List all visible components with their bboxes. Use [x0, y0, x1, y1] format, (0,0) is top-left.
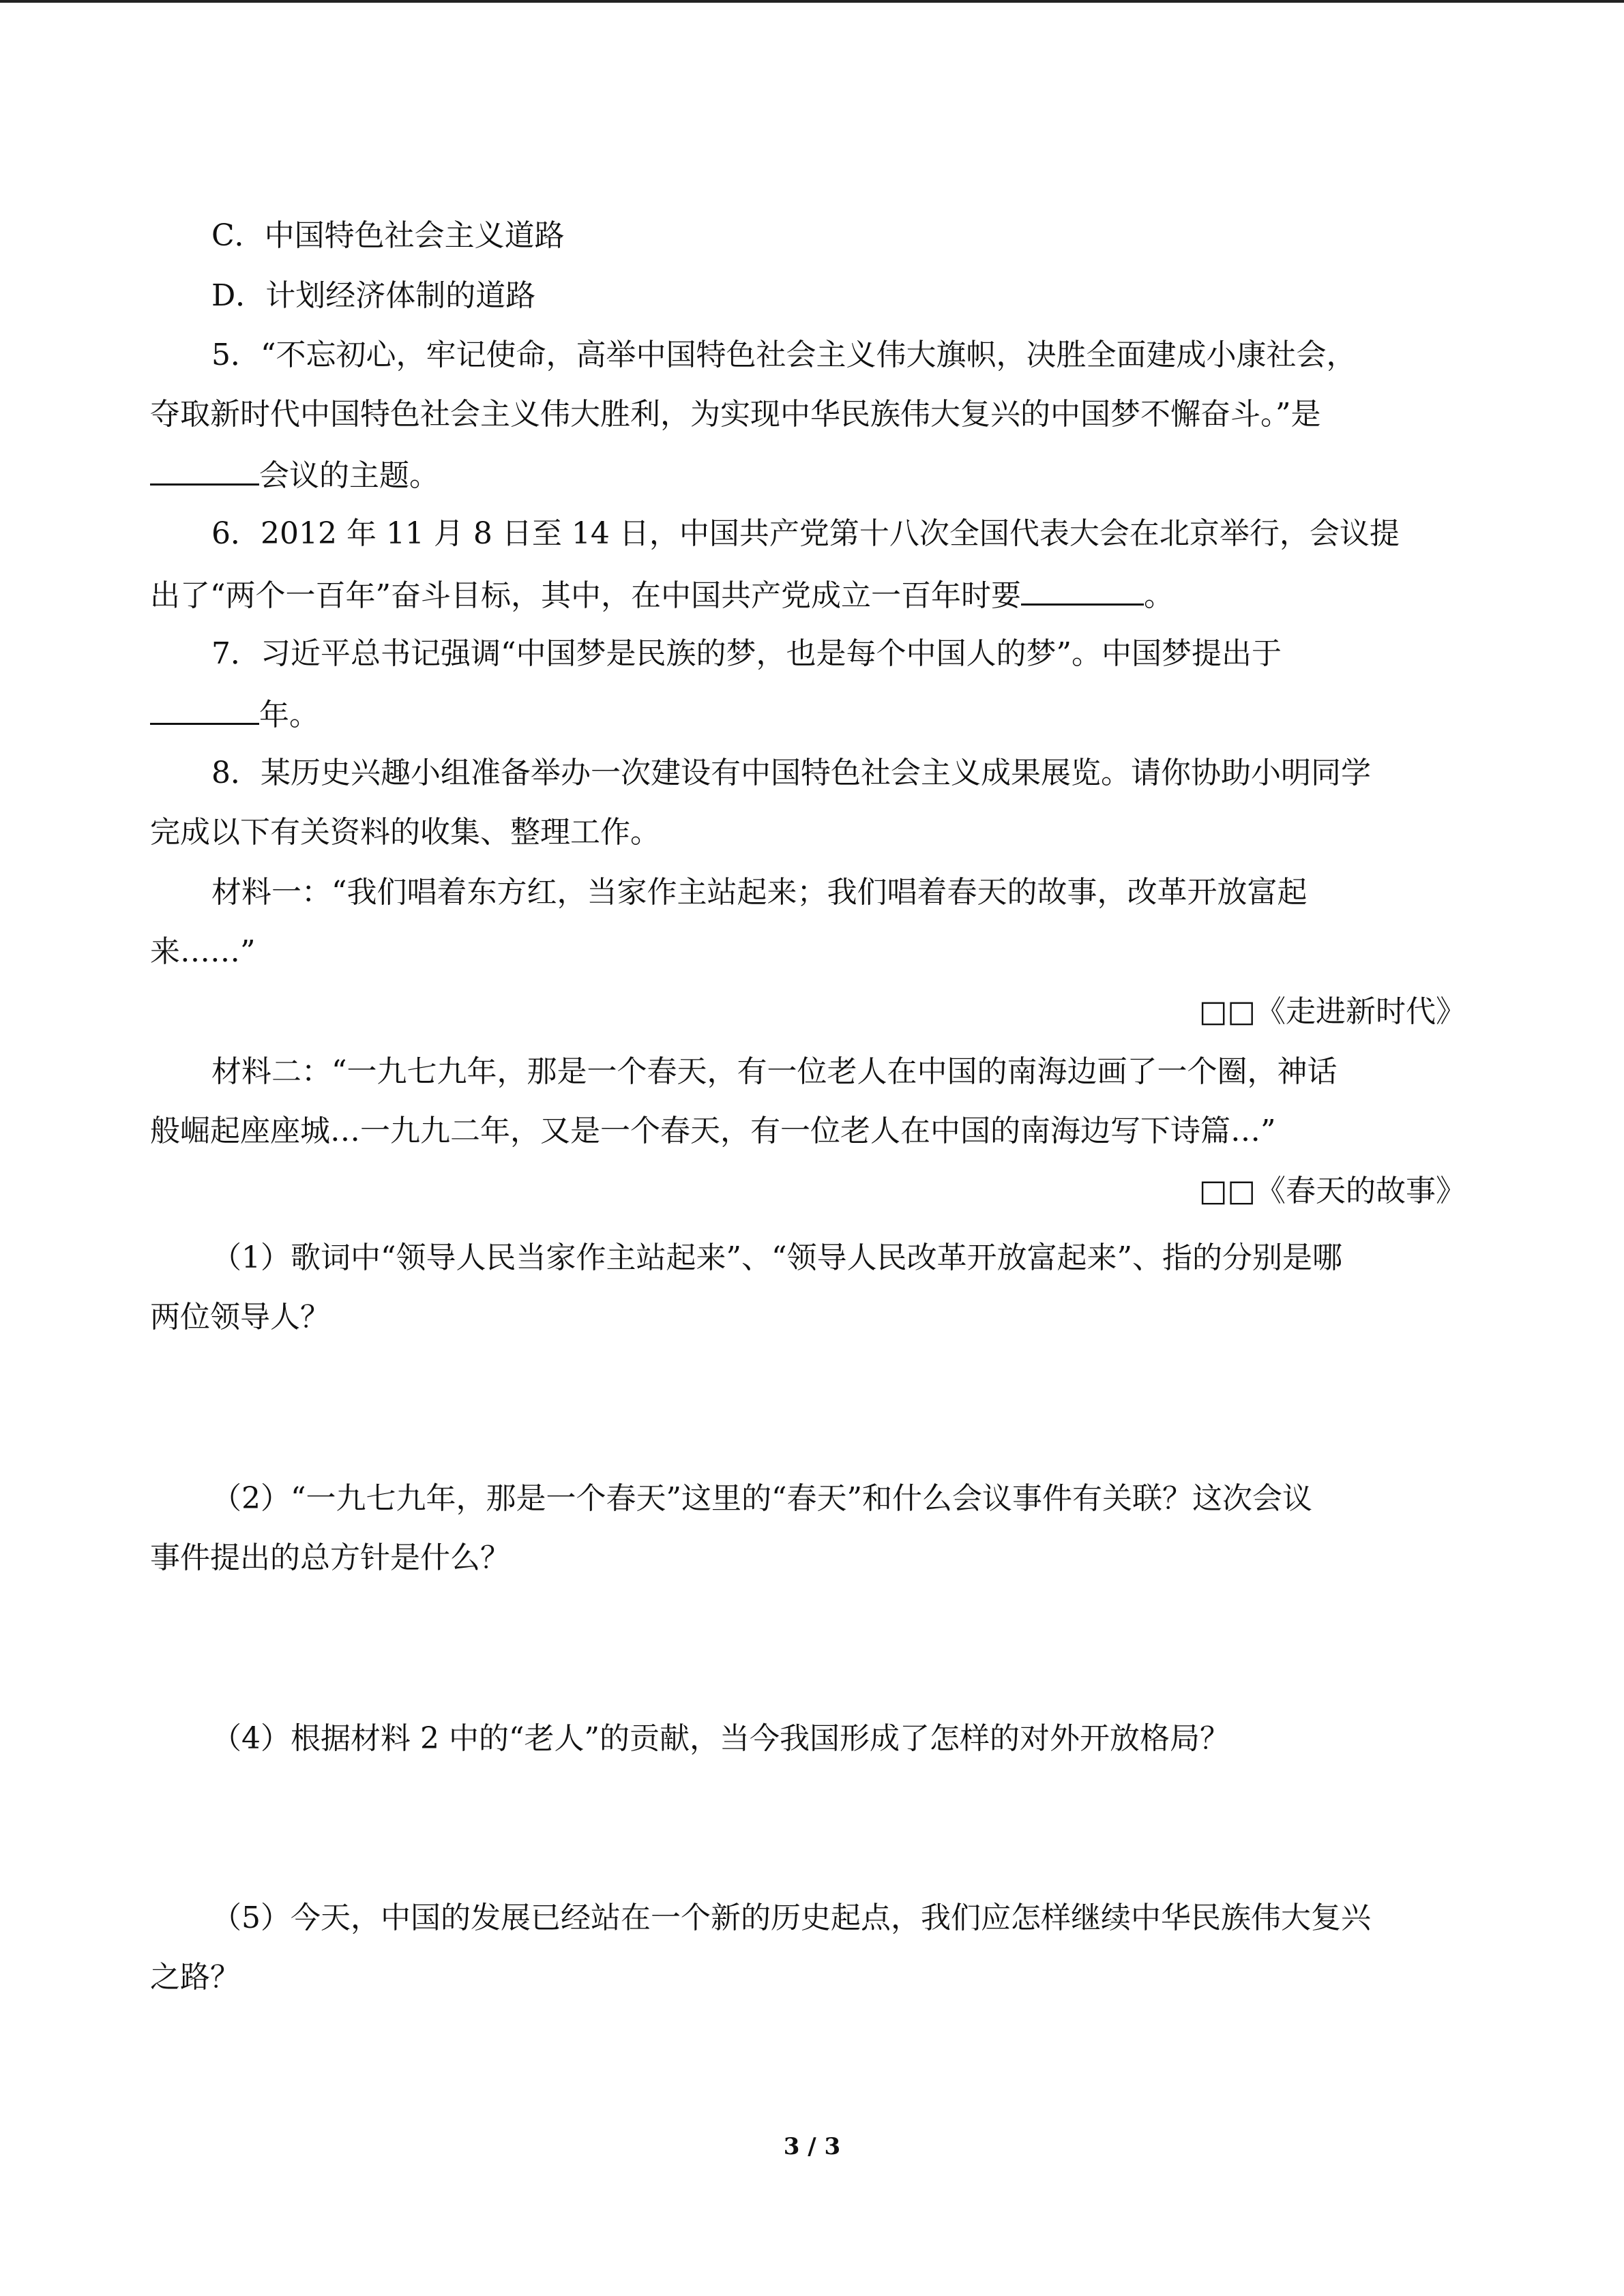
- question-7-line-2: [150, 693, 319, 736]
- sub-question-5-line-1: （5）今天，中国的发展已经站在一个新的历史起点，我们应怎样继续中华民族伟大复兴: [211, 1900, 1371, 1935]
- sub-question-4-line-1: （4）根据材料 2 中的“老人”的贡献，当今我国形成了怎样的对外开放格局？: [211, 1721, 1230, 1756]
- sub-question-2-line-2: 事件提出的总方针是什么？: [150, 1540, 510, 1575]
- answer-blank-q7[interactable]: [150, 693, 259, 725]
- question-6-line-1: 6．2012 年 11 月 8 日至 14 日，中国共产党第十八次全国代表大会在北京举行，会议提: [211, 516, 1400, 551]
- material-2-line-1: 材料二：“一九七九年，那是一个春天，有一位老人在中国的南海边画了一个圈，神话: [211, 1054, 1338, 1089]
- material-2-source: □□《春天的故事》: [1198, 1174, 1466, 1208]
- material-1-source: □□《走进新时代》: [1198, 994, 1466, 1029]
- sub-question-5-line-2: 之路？: [150, 1960, 240, 1995]
- sub-question-2-line-1: （2）“一九七九年，那是一个春天”这里的“春天”和什么会议事件有关联？这次会议: [211, 1481, 1312, 1516]
- option-d: D．计划经济体制的道路: [211, 278, 536, 313]
- question-6-line-2: [150, 573, 1174, 616]
- question-6-line-2-end: 。: [1144, 578, 1174, 613]
- question-5-line-3-text: 会议的主题。: [259, 458, 439, 493]
- material-1-line-1: 材料一：“我们唱着东方红，当家作主站起来；我们唱着春天的故事，改革开放富起: [211, 875, 1308, 910]
- question-5-line-3: [150, 453, 439, 496]
- sub-question-1-line-1: （1）歌词中“领导人民当家作主站起来”、“领导人民改革开放富起来”、指的分别是哪: [211, 1240, 1342, 1275]
- question-8-line-1: 8．某历史兴趣小组准备举办一次建设有中国特色社会主义成果展览。请你协助小明同学: [211, 756, 1371, 790]
- material-1-line-2: 来……”: [150, 934, 256, 969]
- question-5-line-1: 5．“不忘初心，牢记使命，高举中国特色社会主义伟大旗帜，决胜全面建成小康社会，: [211, 338, 1357, 372]
- material-2-line-2: 般崛起座座城…一九九二年，又是一个春天，有一位老人在中国的南海边写下诗篇…”: [150, 1114, 1276, 1148]
- question-8-line-2: 完成以下有关资料的收集、整理工作。: [150, 815, 660, 850]
- question-6-line-2-text: 出了“两个一百年”奋斗目标，其中，在中国共产党成立一百年时要: [150, 578, 1021, 613]
- page-number: 3 / 3: [783, 2133, 841, 2160]
- question-7-line-1: 7．习近平总书记强调“中国梦是民族的梦，也是每个中国人的梦”。中国梦提出于: [211, 636, 1282, 671]
- answer-blank-q5[interactable]: [150, 453, 259, 486]
- question-7-line-2-text: 年。: [259, 698, 319, 732]
- question-5-line-2: 夺取新时代中国特色社会主义伟大胜利，为实现中华民族伟大复兴的中国梦不懈奋斗。”是: [150, 397, 1321, 432]
- option-c: C．中国特色社会主义道路: [211, 218, 565, 253]
- answer-blank-q6[interactable]: [1021, 573, 1144, 606]
- sub-question-1-line-2: 两位领导人？: [150, 1300, 330, 1335]
